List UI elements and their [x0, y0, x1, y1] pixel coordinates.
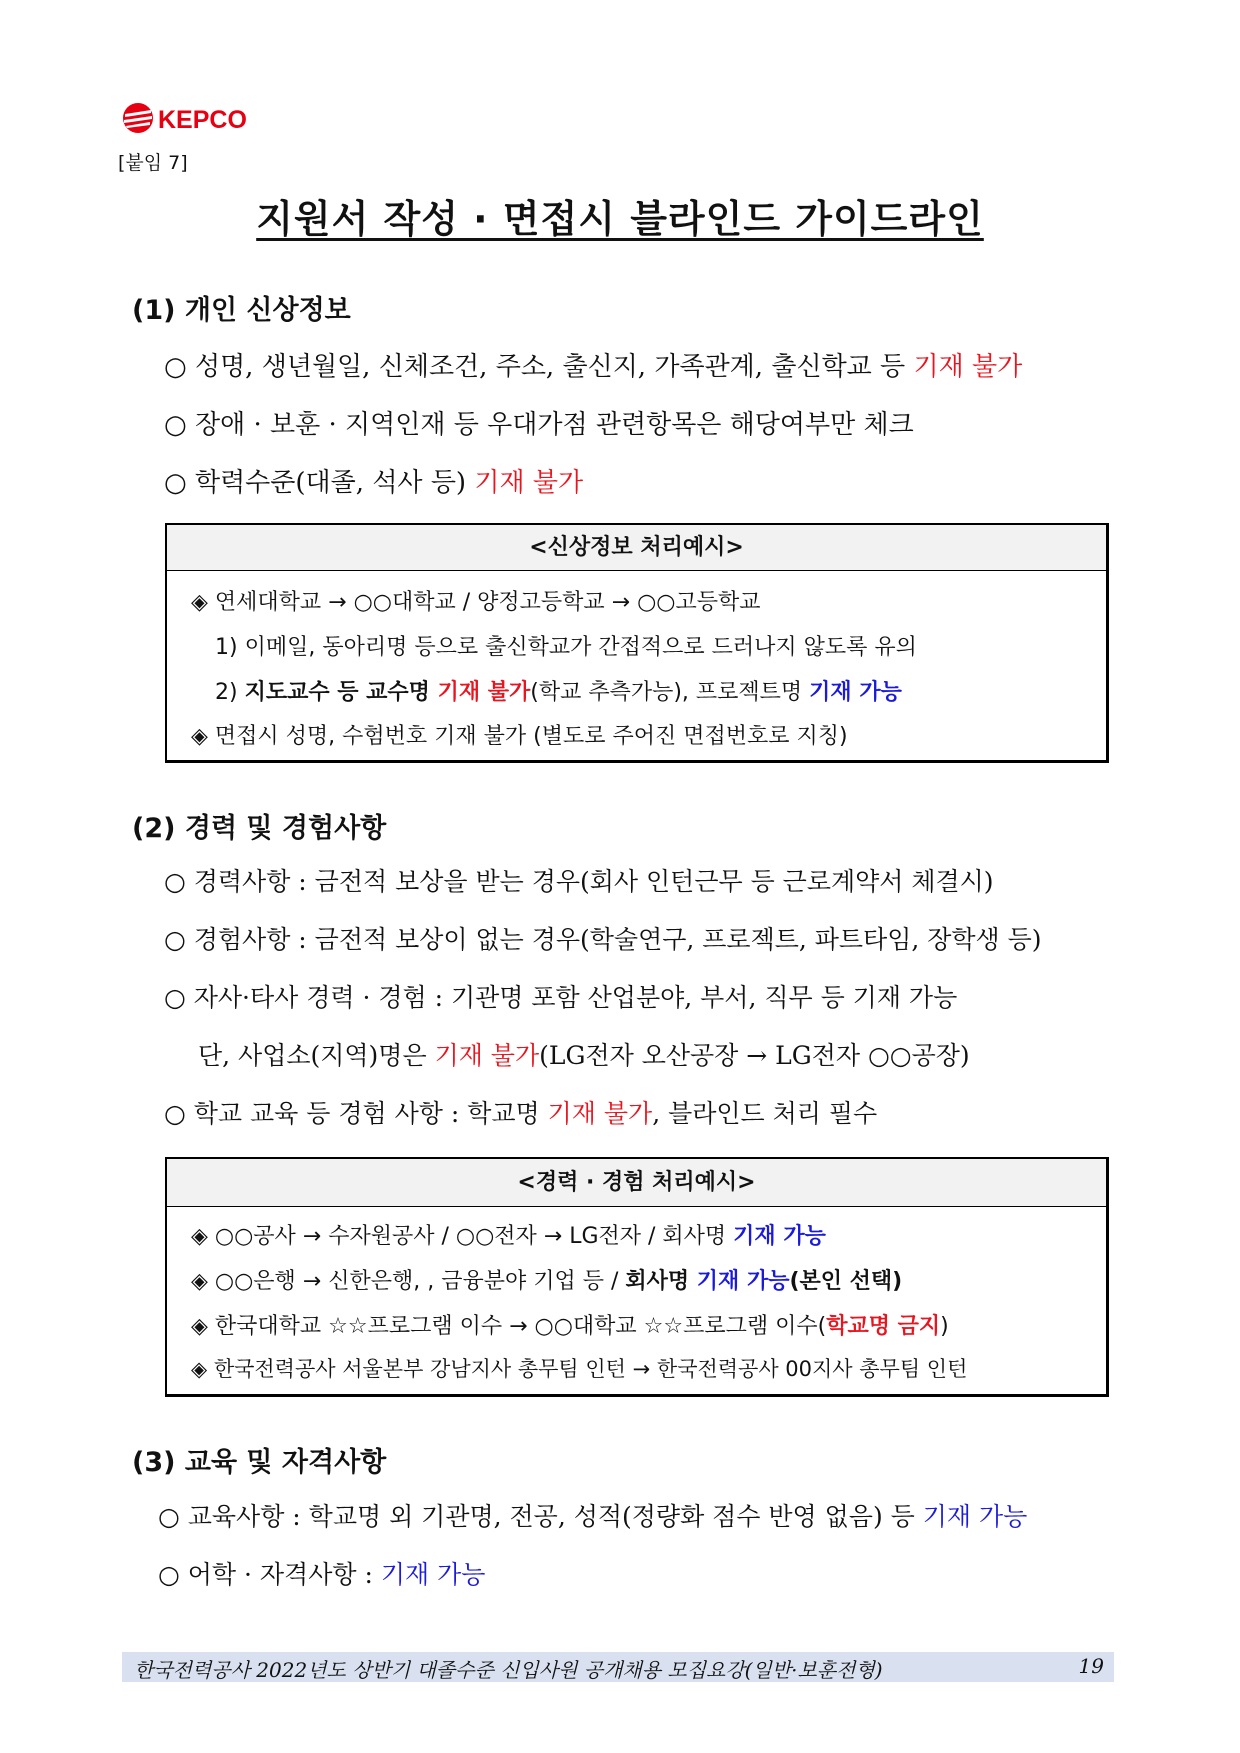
box-line: 2) 지도교수 등 교수명 기재 불가(학교 추측가능), 프로젝트명 기재 가능	[215, 680, 902, 705]
page-title: 지원서 작성 · 면접시 블라인드 가이드라인	[256, 197, 984, 241]
section1-heading: (1) 개인 신상정보	[132, 295, 351, 326]
box-line: ◈ 면접시 성명, 수험번호 기재 불가 (별도로 주어진 면접번호로 지칭)	[191, 724, 848, 749]
personal-info-example-box	[165, 523, 1109, 763]
section3-item-1: ○ 교육사항 : 학교명 외 기관명, 전공, 성적(정량화 점수 반영 없음) 등 기재 가능	[158, 1502, 1028, 1531]
box-line: ◈ ○○은행 → 신한은행, , 금융분야 기업 등 / 회사명 기재 가능(본인 선택)	[191, 1269, 903, 1294]
page-footer	[122, 1652, 1114, 1682]
footer-text: 한국전력공사 2022년도 상반기 대졸수준 신입사원 공개채용 모집요강(일반·보훈전형)	[134, 1658, 883, 1682]
section2-item-4: 단, 사업소(지역)명은 기재 불가(LG전자 오산공장 → LG전자 ○○공장)	[198, 1041, 970, 1070]
box-line: ◈ 연세대학교 → ○○대학교 / 양정고등학교 → ○○고등학교	[191, 590, 761, 615]
box-heading: <신상정보 처리예시>	[167, 525, 1106, 571]
box-line: ◈ 한국대학교 ☆☆프로그램 이수 → ○○대학교 ☆☆프로그램 이수(학교명 금지)	[191, 1314, 949, 1339]
section2-item-3: ○ 자사·타사 경력 · 경험 : 기관명 포함 산업분야, 부서, 직무 등 기재 가능	[164, 983, 958, 1012]
attachment-label: [붙임 7]	[118, 152, 188, 174]
section2-heading: (2) 경력 및 경험사항	[132, 813, 387, 844]
box-heading: <경력 · 경험 처리예시>	[167, 1159, 1106, 1207]
svg-text:KEPCO: KEPCO	[158, 106, 247, 134]
box-line: 1) 이메일, 동아리명 등으로 출신학교가 간접적으로 드러나지 않도록 유의	[215, 635, 917, 660]
kepco-logo-icon	[120, 100, 280, 136]
page-number: 19	[1078, 1654, 1104, 1678]
kepco-logo	[120, 100, 280, 136]
section2-item-5: ○ 학교 교육 등 경험 사항 : 학교명 기재 불가, 블라인드 처리 필수	[164, 1099, 878, 1128]
section1-item-1: ○ 성명, 생년월일, 신체조건, 주소, 출신지, 가족관계, 출신학교 등 기재 불가	[164, 352, 1023, 382]
section1-item-3: ○ 학력수준(대졸, 석사 등) 기재 불가	[164, 468, 584, 498]
box-line: ◈ 한국전력공사 서울본부 강남지사 총무팀 인턴 → 한국전력공사 00지사 총무팀 인턴	[191, 1357, 968, 1381]
section2-item-2: ○ 경험사항 : 금전적 보상이 없는 경우(학술연구, 프로젝트, 파트타임, 장학생 등)	[164, 925, 1042, 954]
section3-item-2: ○ 어학 · 자격사항 : 기재 가능	[158, 1560, 486, 1589]
career-example-box	[165, 1157, 1109, 1397]
section3-heading: (3) 교육 및 자격사항	[132, 1447, 387, 1478]
box-line: ◈ ○○공사 → 수자원공사 / ○○전자 → LG전자 / 회사명 기재 가능	[191, 1224, 826, 1249]
section1-item-2: ○ 장애 · 보훈 · 지역인재 등 우대가점 관련항목은 해당여부만 체크	[164, 410, 914, 440]
section2-item-1: ○ 경력사항 : 금전적 보상을 받는 경우(회사 인턴근무 등 근로계약서 체결시)	[164, 867, 994, 896]
